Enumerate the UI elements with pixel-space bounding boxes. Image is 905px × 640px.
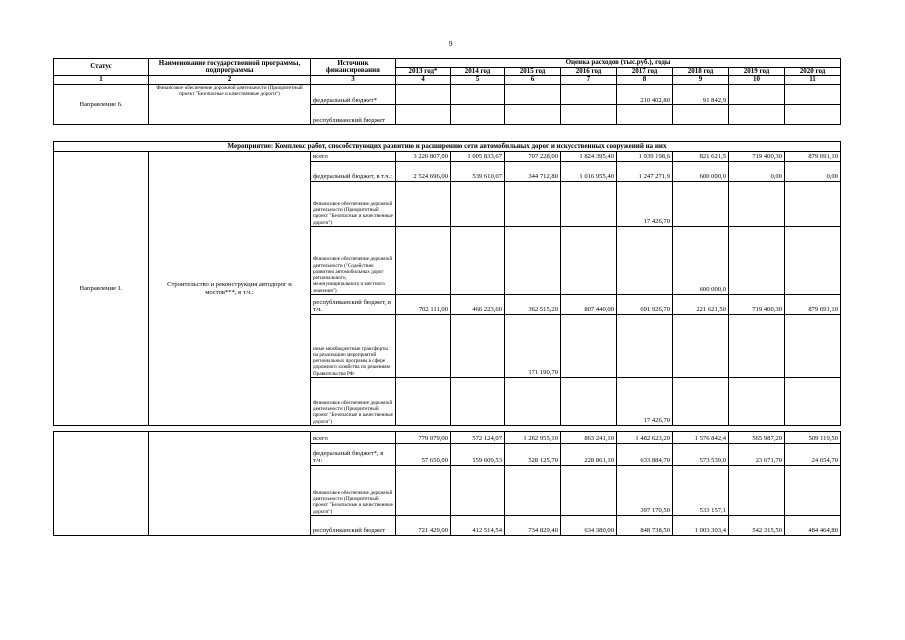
value-cell: 1 016 955,40 [561, 162, 617, 182]
value-cell: 17 426,70 [617, 182, 673, 227]
value-cell: 821 621,5 [673, 152, 729, 162]
value-cell: 210 402,80 [617, 85, 673, 105]
header-year: 2014 год [451, 67, 505, 76]
value-cell: 1 482 623,20 [617, 432, 673, 444]
value-cell: 484 464,80 [785, 516, 841, 536]
value-cell [673, 315, 729, 378]
value-cell [673, 182, 729, 227]
value-cell [729, 315, 785, 378]
value-cell [561, 105, 617, 125]
program-cell: Строительство и реконструкция автодорог и мостов***, в т.ч.: [149, 152, 311, 426]
value-cell: 573 539,0 [673, 444, 729, 466]
value-cell: 171 190,70 [505, 315, 561, 378]
value-cell: 17 426,70 [617, 378, 673, 426]
value-cell: 466 223,60 [451, 295, 505, 315]
value-cell: 863 241,10 [561, 432, 617, 444]
header-year: 2015 год [505, 67, 561, 76]
value-cell: 57 650,00 [396, 444, 451, 466]
value-cell: 600 000,0 [673, 227, 729, 295]
col-number: 11 [785, 76, 841, 85]
value-cell: 0,00 [729, 162, 785, 182]
measure-title: Мероприятие: Комплекс работ, способствующих развитию и расширению сети автомобильных дорог и искусственных сооружений на них [54, 142, 841, 152]
source-cell: иные межбюджетные трансферты на реализацию мероприятий региональных программ в сфере дорожного хозяйства по решениям Правительства РФ [311, 315, 396, 378]
col-number: 5 [451, 76, 505, 85]
value-cell [673, 378, 729, 426]
value-cell: 565 987,20 [729, 432, 785, 444]
value-cell: 412 514,54 [451, 516, 505, 536]
value-cell [673, 105, 729, 125]
col-number: 9 [673, 76, 729, 85]
value-cell [451, 182, 505, 227]
value-cell [785, 378, 841, 426]
value-cell [561, 315, 617, 378]
header-estimate: Оценка расходов (тыс.руб.), годы [396, 59, 841, 68]
header-year: 2017 год [617, 67, 673, 76]
header-program-name: Наименование государственной программы, подпрограммы [149, 59, 311, 76]
value-cell [451, 315, 505, 378]
value-cell: 719 400,30 [729, 152, 785, 162]
value-cell: 848 738,50 [617, 516, 673, 536]
source-cell: федеральный бюджет*, в т.ч: [311, 444, 396, 466]
value-cell [451, 466, 505, 516]
value-cell [617, 315, 673, 378]
value-cell: 702 111,00 [396, 295, 451, 315]
value-cell: 509 119,50 [785, 432, 841, 444]
value-cell: 879 691,10 [785, 152, 841, 162]
value-cell: 1 824 395,40 [561, 152, 617, 162]
value-cell [561, 85, 617, 105]
value-cell [396, 466, 451, 516]
source-cell: республиканский бюджет [311, 516, 396, 536]
source-cell: Финансовое обеспечение дорожной деятельности (Приоритетный проект "Безопасные и качественные дороги") [311, 378, 396, 426]
col-number: 3 [311, 76, 396, 85]
status-cell: Направление 6. [54, 85, 149, 125]
value-cell [396, 378, 451, 426]
value-cell [451, 378, 505, 426]
value-cell: 600 000,0 [673, 162, 729, 182]
value-cell [396, 85, 451, 105]
source-cell: всего [311, 152, 396, 162]
value-cell: 24 654,70 [785, 444, 841, 466]
value-cell: 807 440,00 [561, 295, 617, 315]
value-cell: 719 400,30 [729, 295, 785, 315]
value-cell: 1 005 833,67 [451, 152, 505, 162]
value-cell [451, 105, 505, 125]
program-cell [149, 432, 311, 536]
value-cell: 1 576 842,4 [673, 432, 729, 444]
col-number: 4 [396, 76, 451, 85]
value-cell: 691 926,70 [617, 295, 673, 315]
value-cell: 0,00 [785, 162, 841, 182]
value-cell [505, 227, 561, 295]
value-cell [396, 105, 451, 125]
value-cell: 779 079,00 [396, 432, 451, 444]
value-cell: 633 884,70 [617, 444, 673, 466]
value-cell: 1 247 271,9 [617, 162, 673, 182]
value-cell [396, 227, 451, 295]
value-cell [451, 85, 505, 105]
value-cell: 344 712,80 [505, 162, 561, 182]
source-cell: федеральный бюджет* [311, 85, 396, 105]
table-header-section [53, 58, 841, 125]
header-status: Статус [54, 59, 149, 76]
col-number: 1 [54, 76, 149, 85]
header-year: 2016 год [561, 67, 617, 76]
value-cell: 634 380,00 [561, 516, 617, 536]
source-cell: Финансовое обеспечение дорожной деятельности (Приоритетный проект "Безопасные и качественные дороги") [311, 466, 396, 516]
col-number: 8 [617, 76, 673, 85]
value-cell [505, 466, 561, 516]
value-cell [729, 85, 785, 105]
value-cell [785, 466, 841, 516]
value-cell [396, 182, 451, 227]
value-cell [785, 182, 841, 227]
value-cell [617, 227, 673, 295]
source-cell: Финансовое обеспечение дорожной деятельности ("Содействие развитию автомобильных дорог регионального, межмуниципального и местного значения") [311, 227, 396, 295]
value-cell: 23 671,70 [729, 444, 785, 466]
value-cell: 879 691,10 [785, 295, 841, 315]
value-cell [396, 315, 451, 378]
value-cell: 533 157,1 [673, 466, 729, 516]
value-cell: 228 861,10 [561, 444, 617, 466]
value-cell [617, 105, 673, 125]
value-cell [451, 227, 505, 295]
col-number: 2 [149, 76, 311, 85]
value-cell [785, 85, 841, 105]
col-number: 7 [561, 76, 617, 85]
value-cell: 707 228,00 [505, 152, 561, 162]
source-cell: федеральный бюджет, в т.ч.: [311, 162, 396, 182]
value-cell: 1 003 303,4 [673, 516, 729, 536]
table-direction-2 [53, 431, 841, 536]
value-cell [561, 227, 617, 295]
value-cell: 159 609,53 [451, 444, 505, 466]
source-cell: республиканский бюджет, в т.ч. [311, 295, 396, 315]
col-number: 10 [729, 76, 785, 85]
source-cell: всего [311, 432, 396, 444]
value-cell: 539 610,07 [451, 162, 505, 182]
header-year: 2020 год [785, 67, 841, 76]
value-cell: 528 125,70 [505, 444, 561, 466]
value-cell: 734 829,40 [505, 516, 561, 536]
status-cell [54, 432, 149, 536]
value-cell: 721 429,00 [396, 516, 451, 536]
value-cell: 91 842,9 [673, 85, 729, 105]
col-number: 6 [505, 76, 561, 85]
value-cell: 1 262 955,10 [505, 432, 561, 444]
value-cell [561, 378, 617, 426]
value-cell: 221 621,50 [673, 295, 729, 315]
value-cell: 1 939 198,6 [617, 152, 673, 162]
value-cell [561, 466, 617, 516]
value-cell: 397 170,50 [617, 466, 673, 516]
value-cell [785, 227, 841, 295]
value-cell: 542 315,50 [729, 516, 785, 536]
header-year: 2019 год [729, 67, 785, 76]
page-number: 9 [449, 40, 453, 48]
value-cell [505, 182, 561, 227]
value-cell: 3 226 807,00 [396, 152, 451, 162]
source-cell: Финансовое обеспечение дорожной деятельности (Приоритетный проект "Безопасные и качественные дороги") [311, 182, 396, 227]
value-cell [505, 378, 561, 426]
table-direction-1 [53, 141, 841, 426]
value-cell [505, 105, 561, 125]
status-cell: Направление 1. [54, 152, 149, 426]
value-cell [785, 105, 841, 125]
value-cell [729, 378, 785, 426]
value-cell [729, 105, 785, 125]
header-year: 2013 год* [396, 67, 451, 76]
header-source: Источник финансирования [311, 59, 396, 76]
value-cell [729, 182, 785, 227]
value-cell [505, 85, 561, 105]
value-cell [785, 315, 841, 378]
value-cell: 572 124,07 [451, 432, 505, 444]
source-cell: республиканский бюджет [311, 105, 396, 125]
value-cell: 2 524 696,00 [396, 162, 451, 182]
value-cell: 362 515,20 [505, 295, 561, 315]
value-cell [561, 182, 617, 227]
program-cell: Финансовое обеспечение дорожной деятельности (Приоритетный проект "Безопасные и качественные дороги") [149, 85, 311, 125]
header-year: 2018 год [673, 67, 729, 76]
value-cell [729, 466, 785, 516]
value-cell [729, 227, 785, 295]
